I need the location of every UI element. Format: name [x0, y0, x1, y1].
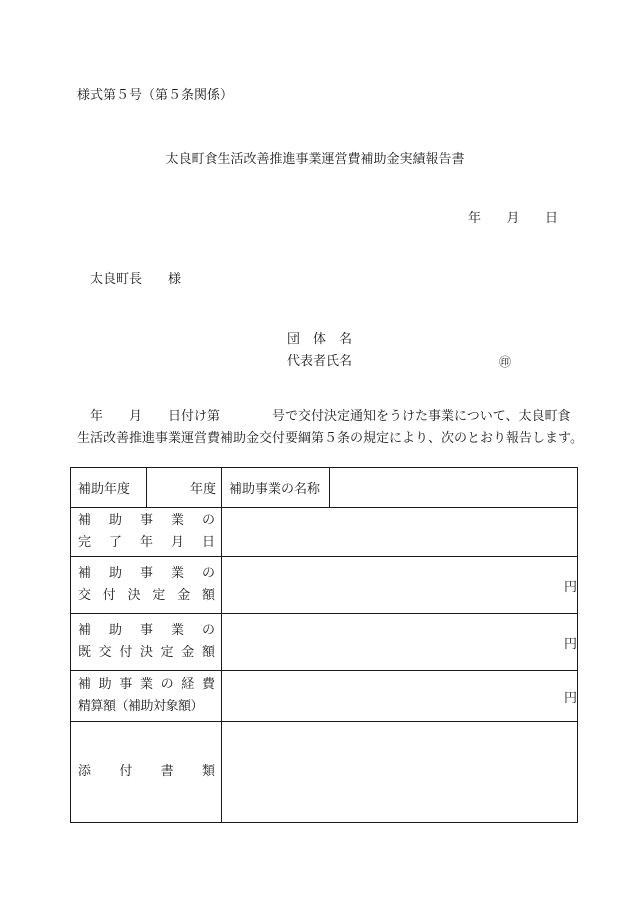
- organization-name-label: 団 体 名: [287, 332, 353, 347]
- form-number: 様式第５号（第５条関係）: [77, 88, 234, 103]
- label-char: 完: [78, 535, 92, 550]
- label-char: 補: [78, 677, 92, 692]
- label-char: の: [201, 623, 215, 638]
- decision-label-line-1: [71, 563, 221, 585]
- completion-date-label: [71, 508, 222, 557]
- label-char: 業: [170, 623, 184, 638]
- label-char: 業: [170, 566, 184, 581]
- label-char: 付: [102, 588, 116, 603]
- applicant-block: [287, 329, 511, 373]
- addressee-honorific: 様: [168, 272, 182, 287]
- statement-line-2: 生活改善推進事業運営費補助金交付要綱第５条の規定により、次のとおり報告します。: [77, 431, 583, 446]
- label-char: 助: [98, 677, 112, 692]
- date-day: 日: [544, 211, 558, 226]
- table-row-fiscal-year: [71, 468, 578, 508]
- project-name-field[interactable]: [330, 468, 578, 508]
- attachments-field[interactable]: [222, 722, 578, 823]
- currency-unit: 円: [563, 636, 577, 652]
- report-statement: [77, 406, 583, 450]
- label-char: 金: [181, 645, 195, 660]
- label-char: 額: [201, 588, 215, 603]
- label-char: 交: [78, 588, 92, 603]
- attachments-label: [71, 722, 222, 823]
- label-char: 書: [160, 764, 174, 779]
- seal-mark: ㊞: [498, 355, 511, 369]
- expense-settlement-field[interactable]: [222, 671, 578, 722]
- label-char: 定: [160, 645, 174, 660]
- table-row-completion-date: [71, 508, 578, 557]
- decision-amount-field[interactable]: [222, 557, 578, 614]
- label-char: 業: [170, 513, 184, 528]
- date-year: 年: [468, 211, 482, 226]
- label-char: 事: [139, 513, 153, 528]
- label-char: 月: [170, 535, 184, 550]
- label-char: 類: [201, 764, 215, 779]
- label-char: 事: [119, 677, 133, 692]
- decision-label-line-2: [71, 585, 221, 607]
- label-char: 了: [108, 535, 122, 550]
- label-char: の: [201, 513, 215, 528]
- label-char: 既: [78, 645, 92, 660]
- date-month: 月: [506, 211, 520, 226]
- attachments-label-line: [71, 761, 221, 783]
- representative-label: 代表者氏名: [287, 354, 353, 369]
- currency-unit: 円: [563, 690, 577, 706]
- table-row-prior-amount: [71, 614, 578, 671]
- completion-date-field[interactable]: [222, 508, 578, 557]
- addressee: [90, 268, 181, 287]
- currency-unit: 円: [563, 579, 577, 595]
- expense-label-line-1: [71, 674, 221, 696]
- label-char: 付: [119, 645, 133, 660]
- decision-amount-label: [71, 557, 222, 614]
- representative-line: [287, 351, 511, 373]
- prior-label-line-2: [71, 642, 221, 664]
- label-char: 補: [78, 566, 92, 581]
- label-char: 額: [201, 645, 215, 660]
- table-row-attachments: [71, 722, 578, 823]
- label-char: 補: [78, 513, 92, 528]
- label-char: 助: [108, 513, 122, 528]
- completion-label-line-1: [71, 510, 221, 532]
- prior-label-line-1: [71, 620, 221, 642]
- label-char: 決: [127, 588, 141, 603]
- label-char: 経: [181, 677, 195, 692]
- label-char: 事: [139, 566, 153, 581]
- document-title: 太良町食生活改善推進事業運営費補助金実績報告書: [165, 152, 465, 167]
- label-char: の: [201, 566, 215, 581]
- label-char: 事: [139, 623, 153, 638]
- label-char: 業: [139, 677, 153, 692]
- label-char: 決: [139, 645, 153, 660]
- fiscal-year-label: 補助年度: [71, 468, 147, 508]
- statement-line-1: 年 月 日付け第 号で交付決定通知をうけた事業について、太良町食: [77, 409, 571, 424]
- date-line: [468, 207, 558, 226]
- label-char: 費: [201, 677, 215, 692]
- table-row-decision-amount: [71, 557, 578, 614]
- expense-label-line-2: 精算額（補助対象額）: [78, 699, 204, 714]
- label-char: 助: [108, 566, 122, 581]
- fiscal-year-unit: 年度: [189, 482, 216, 497]
- expense-settlement-label: [71, 671, 222, 722]
- report-table: [70, 467, 578, 823]
- project-name-label: 補助事業の名称: [222, 468, 330, 508]
- label-char: 金: [177, 588, 191, 603]
- label-char: 補: [78, 623, 92, 638]
- label-char: 交: [98, 645, 112, 660]
- label-char: の: [160, 677, 174, 692]
- label-char: 定: [152, 588, 166, 603]
- prior-amount-field[interactable]: [222, 614, 578, 671]
- label-char: 添: [78, 764, 92, 779]
- label-char: 日: [201, 535, 215, 550]
- label-char: 付: [119, 764, 133, 779]
- fiscal-year-field[interactable]: [147, 468, 222, 508]
- completion-label-line-2: [71, 532, 221, 554]
- label-char: 助: [108, 623, 122, 638]
- label-char: 年: [139, 535, 153, 550]
- prior-amount-label: [71, 614, 222, 671]
- table-row-expense-settlement: [71, 671, 578, 722]
- addressee-name: 太良町長: [90, 272, 143, 287]
